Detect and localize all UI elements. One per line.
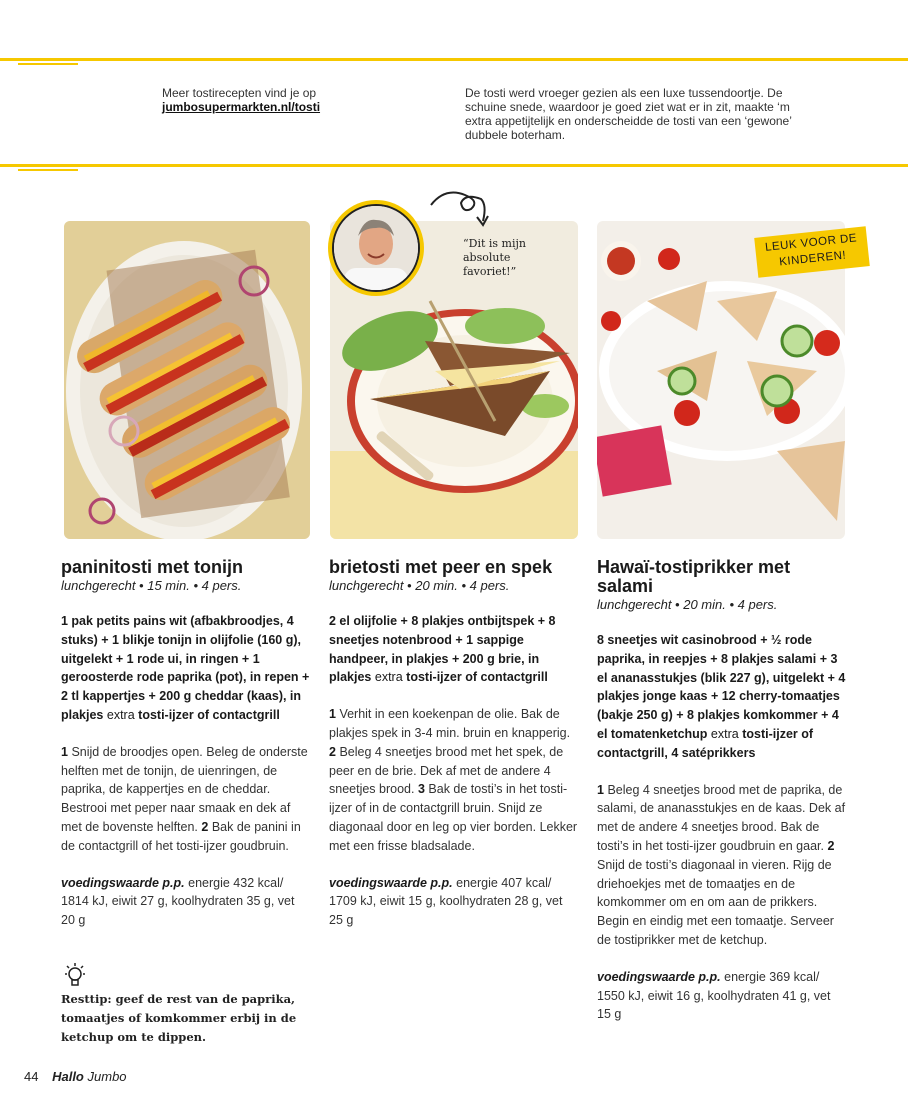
intro-history: De tosti werd vroeger gezien als een luxe tussendoortje. De schuine snede, waardoor je goed ziet wat er in zit, maakte ‘m extra appetijtelijk en onderscheidde de tosti van een ‘gewone’ dubbele boterham. xyxy=(465,86,792,142)
recipe-panini xyxy=(61,558,311,930)
divider-rule-thin xyxy=(18,169,78,171)
recipe-subtitle: lunchgerecht • 20 min. • 4 pers. xyxy=(597,597,778,612)
recipe-steps: 1 Beleg 4 sneetjes brood met de paprika, de salami, de ananasstukjes en de kaas. Dek af met de andere 4 sneetjes brood. Bak de tosti’s in het tosti-ijzer goudbruin en gaar. 2 Snijd de tosti’s diagonaal in vieren. Rijg de driehoekjes met de tomaatjes en de komkommer om en om aan de prikkers. Begin en eindig met een tomaatje. Serveer de tostiprikker met de ketchup. xyxy=(597,782,846,947)
recipe-title: paninitosti met tonijn xyxy=(61,557,243,577)
recipe-nutrition: voedingswaarde p.p. energie 432 kcal/ 1814 kJ, eiwit 27 g, koolhydraten 35 g, vet 20 g xyxy=(61,875,295,928)
kids-badge: LEUK VOOR DE KINDEREN! xyxy=(754,226,870,277)
top-rule-thin xyxy=(18,63,78,65)
recipe-subtitle: lunchgerecht • 15 min. • 4 pers. xyxy=(61,578,242,593)
intro-left-text: Meer tostirecepten vind je op xyxy=(162,86,317,100)
recipe-steps: 1 Snijd de broodjes open. Beleg de onderste helften met de tonijn, de uienringen, de paprika, de kappertjes en de cheddar. Bestrooi met peper naar smaak en dek af met de bovenste helften. 2 Bak de panini in de contactgrill of het tosti-ijzer goudbruin. xyxy=(61,744,308,853)
divider-rule xyxy=(0,164,908,167)
recipe-ingredients: 1 pak petits pains wit (afbakbroodjes, 4 stuks) + 1 blikje tonijn in olijfolie (160 g), uitgelekt + 1 rode ui, in ringen + 1 geroosterde rode paprika (pot), in repen + 2 tl kappertjes + 200 g cheddar (kaas), in plakjes extra tosti-ijzer of contactgrill xyxy=(61,614,310,722)
lightbulb-icon xyxy=(62,962,88,988)
recipe-tostiprikker xyxy=(597,558,847,1024)
recipe-subtitle: lunchgerecht • 20 min. • 4 pers. xyxy=(329,578,510,593)
recipes-link[interactable]: jumbosupermarkten.nl/tosti xyxy=(162,100,321,114)
magazine-brand: Hallo xyxy=(52,1069,84,1084)
chef-quote: “Dit is mijn absolute favoriet!” xyxy=(463,237,526,278)
page-number: 44 xyxy=(24,1069,39,1084)
recipe-brietosti xyxy=(329,558,579,930)
recipe-ingredients: 2 el olijfolie + 8 plakjes ontbijtspek + 8 sneetjes notenbrood + 1 sappige handpeer, in plakjes + 200 g brie, in plakjes extra tosti-ijzer of contactgrill xyxy=(329,614,556,685)
curved-arrow-icon xyxy=(425,185,495,231)
recipe-title: Hawaï-tostiprikker met salami xyxy=(597,557,791,596)
intro-more-recipes xyxy=(162,86,362,114)
recipe-nutrition: voedingswaarde p.p. energie 407 kcal/ 1709 kJ, eiwit 15 g, koolhydraten 28 g, vet 25 g xyxy=(329,875,563,928)
magazine-brand-2: Jumbo xyxy=(87,1069,127,1084)
recipe-title: brietosti met peer en spek xyxy=(329,557,553,577)
panini-photo xyxy=(64,221,310,539)
recipe-steps: 1 Verhit in een koekenpan de olie. Bak de plakjes spek in 3-4 min. bruin en knapperig. 2 Beleg 4 sneetjes brood met het spek, de peer en de brie. Dek af met de andere 4 sneetjes brood. 3 Bak de tosti’s in het tosti-ijzer of in de contactgrill bruin. Snijd ze diagonaal door en leg op vier borden. Lekker met een frisse bladsalade. xyxy=(329,707,578,853)
recipe-ingredients: 8 sneetjes wit casinobrood + ½ rode paprika, in reepjes + 8 plakjes salami + 3 el ananasstukjes (blik 227 g), uitgelekt + 4 plakjes jonge kaas + 12 cherry-tomaatjes (bakje 250 g) + 8 plakjes komkommer + 4 el tomatenketchup extra tosti-ijzer of contactgrill, 4 satéprikkers xyxy=(597,633,846,760)
recipe-nutrition: voedingswaarde p.p. energie 369 kcal/ 1550 kJ, eiwit 16 g, koolhydraten 41 g, vet 15 g xyxy=(597,969,831,1022)
top-rule xyxy=(0,58,908,61)
rest-tip: Resttip: geef de rest van de paprika, tomaatjes of komkommer erbij in de ketchup om te dippen. xyxy=(61,992,297,1044)
chef-portrait xyxy=(328,200,424,296)
page-footer xyxy=(24,1069,127,1084)
